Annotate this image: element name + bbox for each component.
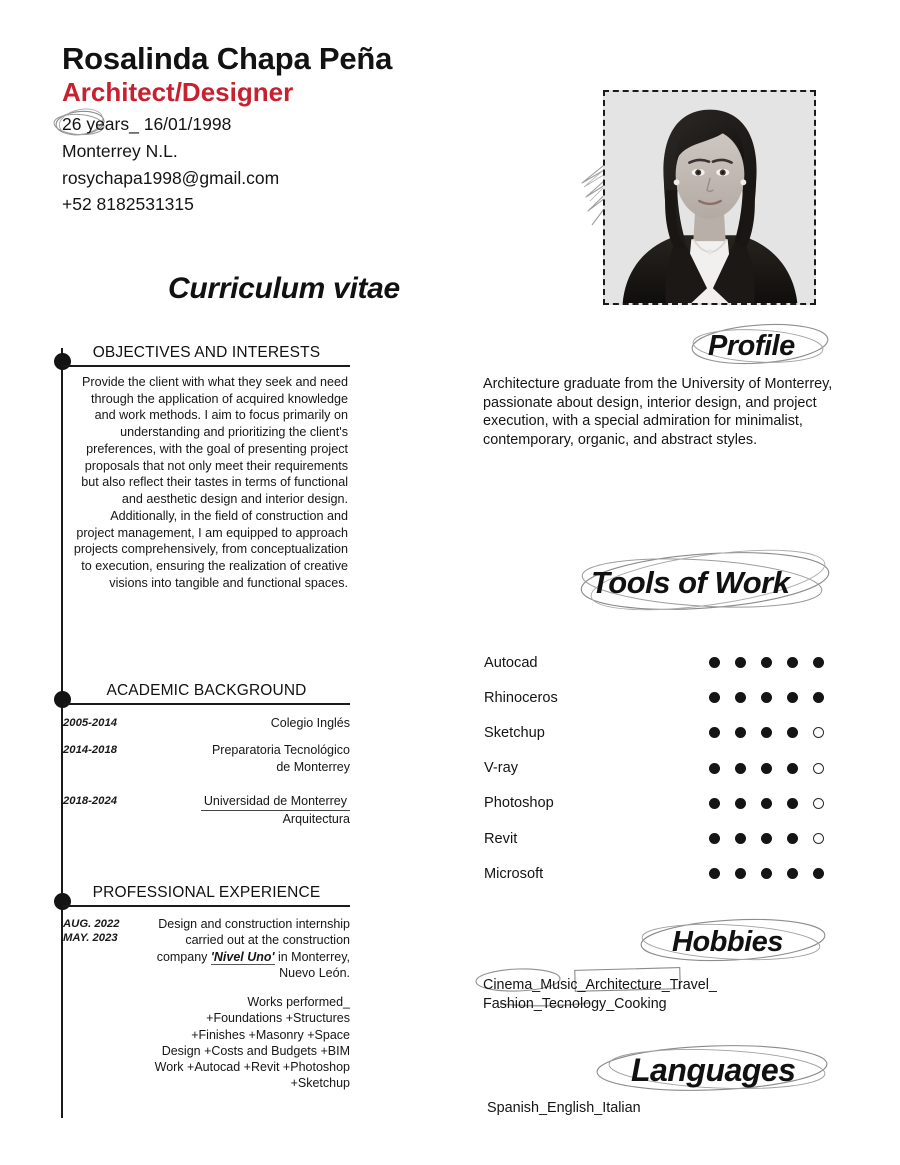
rating-dot-filled [735,692,746,703]
rating-dot-filled [787,692,798,703]
phone-text: +52 8182531315 [62,194,194,215]
experience-desc-part1: Design and construction internship carried out at the construction company [156,917,350,964]
email-text: rosychapa1998@gmail.com [62,167,280,188]
experience-date-end: MAY. 2023 [63,932,118,945]
rating-dot-filled [761,692,772,703]
rating-dot-filled [787,727,798,738]
tool-row [484,786,834,821]
rating-dot-filled [735,657,746,668]
rating-dot-filled [813,692,824,703]
academic-school-1: Preparatoria Tecnológico [211,743,350,758]
tool-rating [709,833,824,844]
age-row [62,111,532,138]
section-academic [63,682,350,827]
rating-dot-empty [813,727,824,738]
academic-heading: ACADEMIC BACKGROUND [63,682,350,705]
rating-dot-filled [787,868,798,879]
tools-list [484,645,834,891]
tool-row [484,751,834,786]
tool-row [484,645,834,680]
academic-detail-2 [151,793,350,828]
rating-dot-filled [761,727,772,738]
rating-dot-filled [787,657,798,668]
academic-detail-0 [151,715,350,731]
rating-dot-empty [813,833,824,844]
experience-dates [63,916,151,1092]
languages-heading: Languages [631,1052,796,1088]
tool-name: Photoshop [484,795,554,812]
tool-rating [709,657,824,668]
experience-date-start: AUG. 2022 [63,918,120,930]
rating-dot-filled [709,833,720,844]
rating-dot-filled [787,833,798,844]
profile-body: Architecture graduate from the University of Monterrey, passionate about design, interior design, and project execution, with a special admiration for minimalist, contemporary, organic, and abstract styles. [483,376,833,448]
rating-dot-filled [709,727,720,738]
rating-dot-filled [735,727,746,738]
tool-name: V-ray [484,760,519,777]
hobbies-body [483,976,813,1014]
rating-dot-filled [735,833,746,844]
tool-name: Sketchup [484,724,545,741]
section-experience [63,884,350,1092]
hobbies-heading: Hobbies [672,926,783,958]
tool-name: Microsoft [484,865,544,882]
languages-body: Spanish_English_Italian [487,1100,641,1116]
rating-dot-empty [813,798,824,809]
rating-dot-filled [787,798,798,809]
tool-rating [709,692,824,703]
academic-date-2: 2018-2024 [63,794,118,807]
rating-dot-empty [813,763,824,774]
academic-school-1b: de Monterrey [276,759,350,774]
rating-dot-filled [709,692,720,703]
experience-company: 'Nivel Uno' [210,949,275,964]
rating-dot-filled [761,798,772,809]
page-title: Rosalinda Chapa Peña [62,41,393,76]
rating-dot-filled [735,798,746,809]
rating-dot-filled [787,763,798,774]
experience-desc-part2: in Monterrey, Nuevo León. [274,949,350,980]
portrait-photo [605,92,814,303]
tool-rating [709,727,824,738]
table-row [63,715,350,731]
tool-row [484,821,834,856]
rating-dot-filled [761,833,772,844]
tool-rating [709,763,824,774]
tool-rating [709,798,824,809]
rating-dot-filled [709,868,720,879]
rating-dot-filled [735,763,746,774]
avatar [603,90,816,305]
academic-school-2: Universidad de Monterrey [201,793,350,811]
tool-row [484,715,834,750]
experience-works-list: +Foundations +Structures +Finishes +Masonry +Space Design +Costs and Budgets +BIM Work +Autocad +Revit +Photoshop +Sketchup [154,1011,350,1091]
header-block [62,42,532,218]
rating-dot-filled [735,868,746,879]
rating-dot-filled [813,868,824,879]
rating-dot-filled [813,657,824,668]
tool-row [484,856,834,891]
section-objectives [63,344,350,592]
rating-dot-filled [709,798,720,809]
academic-date-1: 2014-2018 [63,744,118,757]
profile-heading: Profile [708,330,795,362]
rating-dot-filled [709,657,720,668]
academic-date-0: 2005-2014 [63,717,118,729]
experience-detail [151,916,350,1092]
tool-name: Autocad [484,654,538,671]
academic-major-2: Arquitectura [282,812,350,826]
age-birthdate: 26 years_ 16/01/1998 [62,113,232,134]
objectives-heading: OBJECTIVES AND INTERESTS [63,344,350,367]
job-title: Architect/Designer [62,77,294,108]
experience-works-heading: Works performed_ [247,995,350,1009]
tool-row [484,680,834,715]
hobbies-line-2: Fashion_Tecnology_Cooking [483,996,667,1012]
academic-detail-1 [151,742,350,775]
tool-name: Rhinoceros [484,689,558,706]
objectives-body: Provide the client with what they seek and need through the application of acquired knowledge and work methods. I aim to focus primarily on understanding and prioritizing the client's preferences, with the goal of presenting project proposals that not only meet their requirements but also reflect their tastes in terms of functional and aesthetic design and interior design. Additionally, in the field of construction and project management, I am equipped to approach projects comprehensively, from conceptualization to execution, ensuring the realization of creative visions into tangible and functional spaces. [73,375,348,590]
table-row [63,793,350,828]
academic-school-0: Colegio Inglés [270,716,350,730]
rating-dot-filled [761,657,772,668]
rating-dot-filled [761,868,772,879]
experience-heading: PROFESSIONAL EXPERIENCE [63,884,350,907]
tools-heading: Tools of Work [591,565,790,600]
tool-name: Revit [484,830,518,847]
document-title: Curriculum vitae [168,272,400,305]
rating-dot-filled [761,763,772,774]
rating-dot-filled [709,763,720,774]
table-row [63,742,350,775]
table-row [63,916,350,1092]
tool-rating [709,868,824,879]
hobbies-line-1: Cinema_Music_Architecture_Travel_ [483,977,717,993]
location-text: Monterrey N.L. [62,140,178,161]
